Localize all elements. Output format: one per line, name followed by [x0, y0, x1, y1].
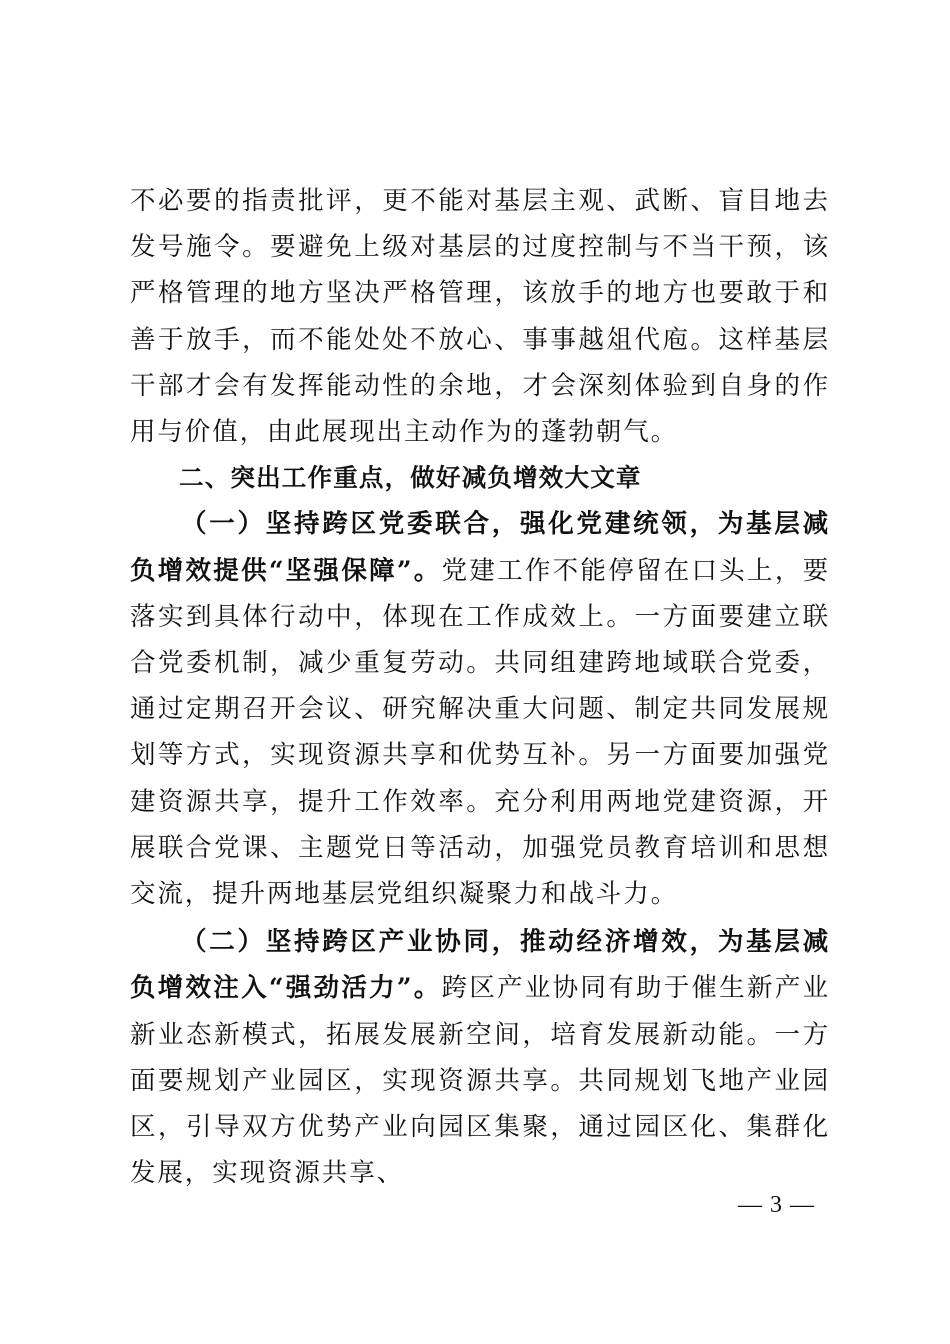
paragraph-continuation: 不必要的指责批评，更不能对基层主观、武断、盲目地去发号施令。要避免上级对基层的过度控制与不当干预，该严格管理的地方坚决严格管理，该放手的地方也要敢于和善于放手，而不能处处不放心、事事越俎代庖。这样基层干部才会有发挥能动性的余地，才会深刻体验到自身的作用与价值，由此展现出主动作为的蓬勃朝气。 — [130, 186, 830, 448]
section-heading: 二、突出工作重点，做好减负增效大文章 — [179, 463, 642, 493]
paragraph-body: 党建工作不能停留在口头上，要落实到具体行动中，体现在工作成效上。一方面要建立联合党委机制，减少重复劳动。共同组建跨地域联合党委，通过定期召开会议、研究解决重大问题、制定共同发展规划等方式，实现资源共享和优势互补。另一方面要加强党建资源共享，提升工作效率。充分利用两地党建资源，开展联合党课、主题党日等活动，加强党员教育培训和思想交流，提升两地基层党组织凝聚力和战斗力。 — [130, 555, 830, 910]
paragraph-title: （一）坚持跨区党委联合，强化党建统领，为基层减负增效提供“坚强保障”。 — [130, 509, 830, 586]
paragraph-body: 跨区产业协同有助于催生新产业新业态新模式，拓展发展新空间，培育发展新动能。一方面要规划产业园区，实现资源共享。共同规划飞地产业园区，引导双方优势产业向园区集聚，通过园区化、集群化发展，实现资源共享、 — [130, 973, 830, 1189]
page-number: — 3 — — [738, 1192, 815, 1218]
document-page — [130, 178, 830, 1196]
paragraph-party-building — [130, 501, 830, 917]
paragraph-industry-synergy — [130, 919, 830, 1196]
paragraph-title: （二）坚持跨区产业协同，推动经济增效，为基层减负增效注入“强劲活力”。 — [130, 927, 830, 1004]
